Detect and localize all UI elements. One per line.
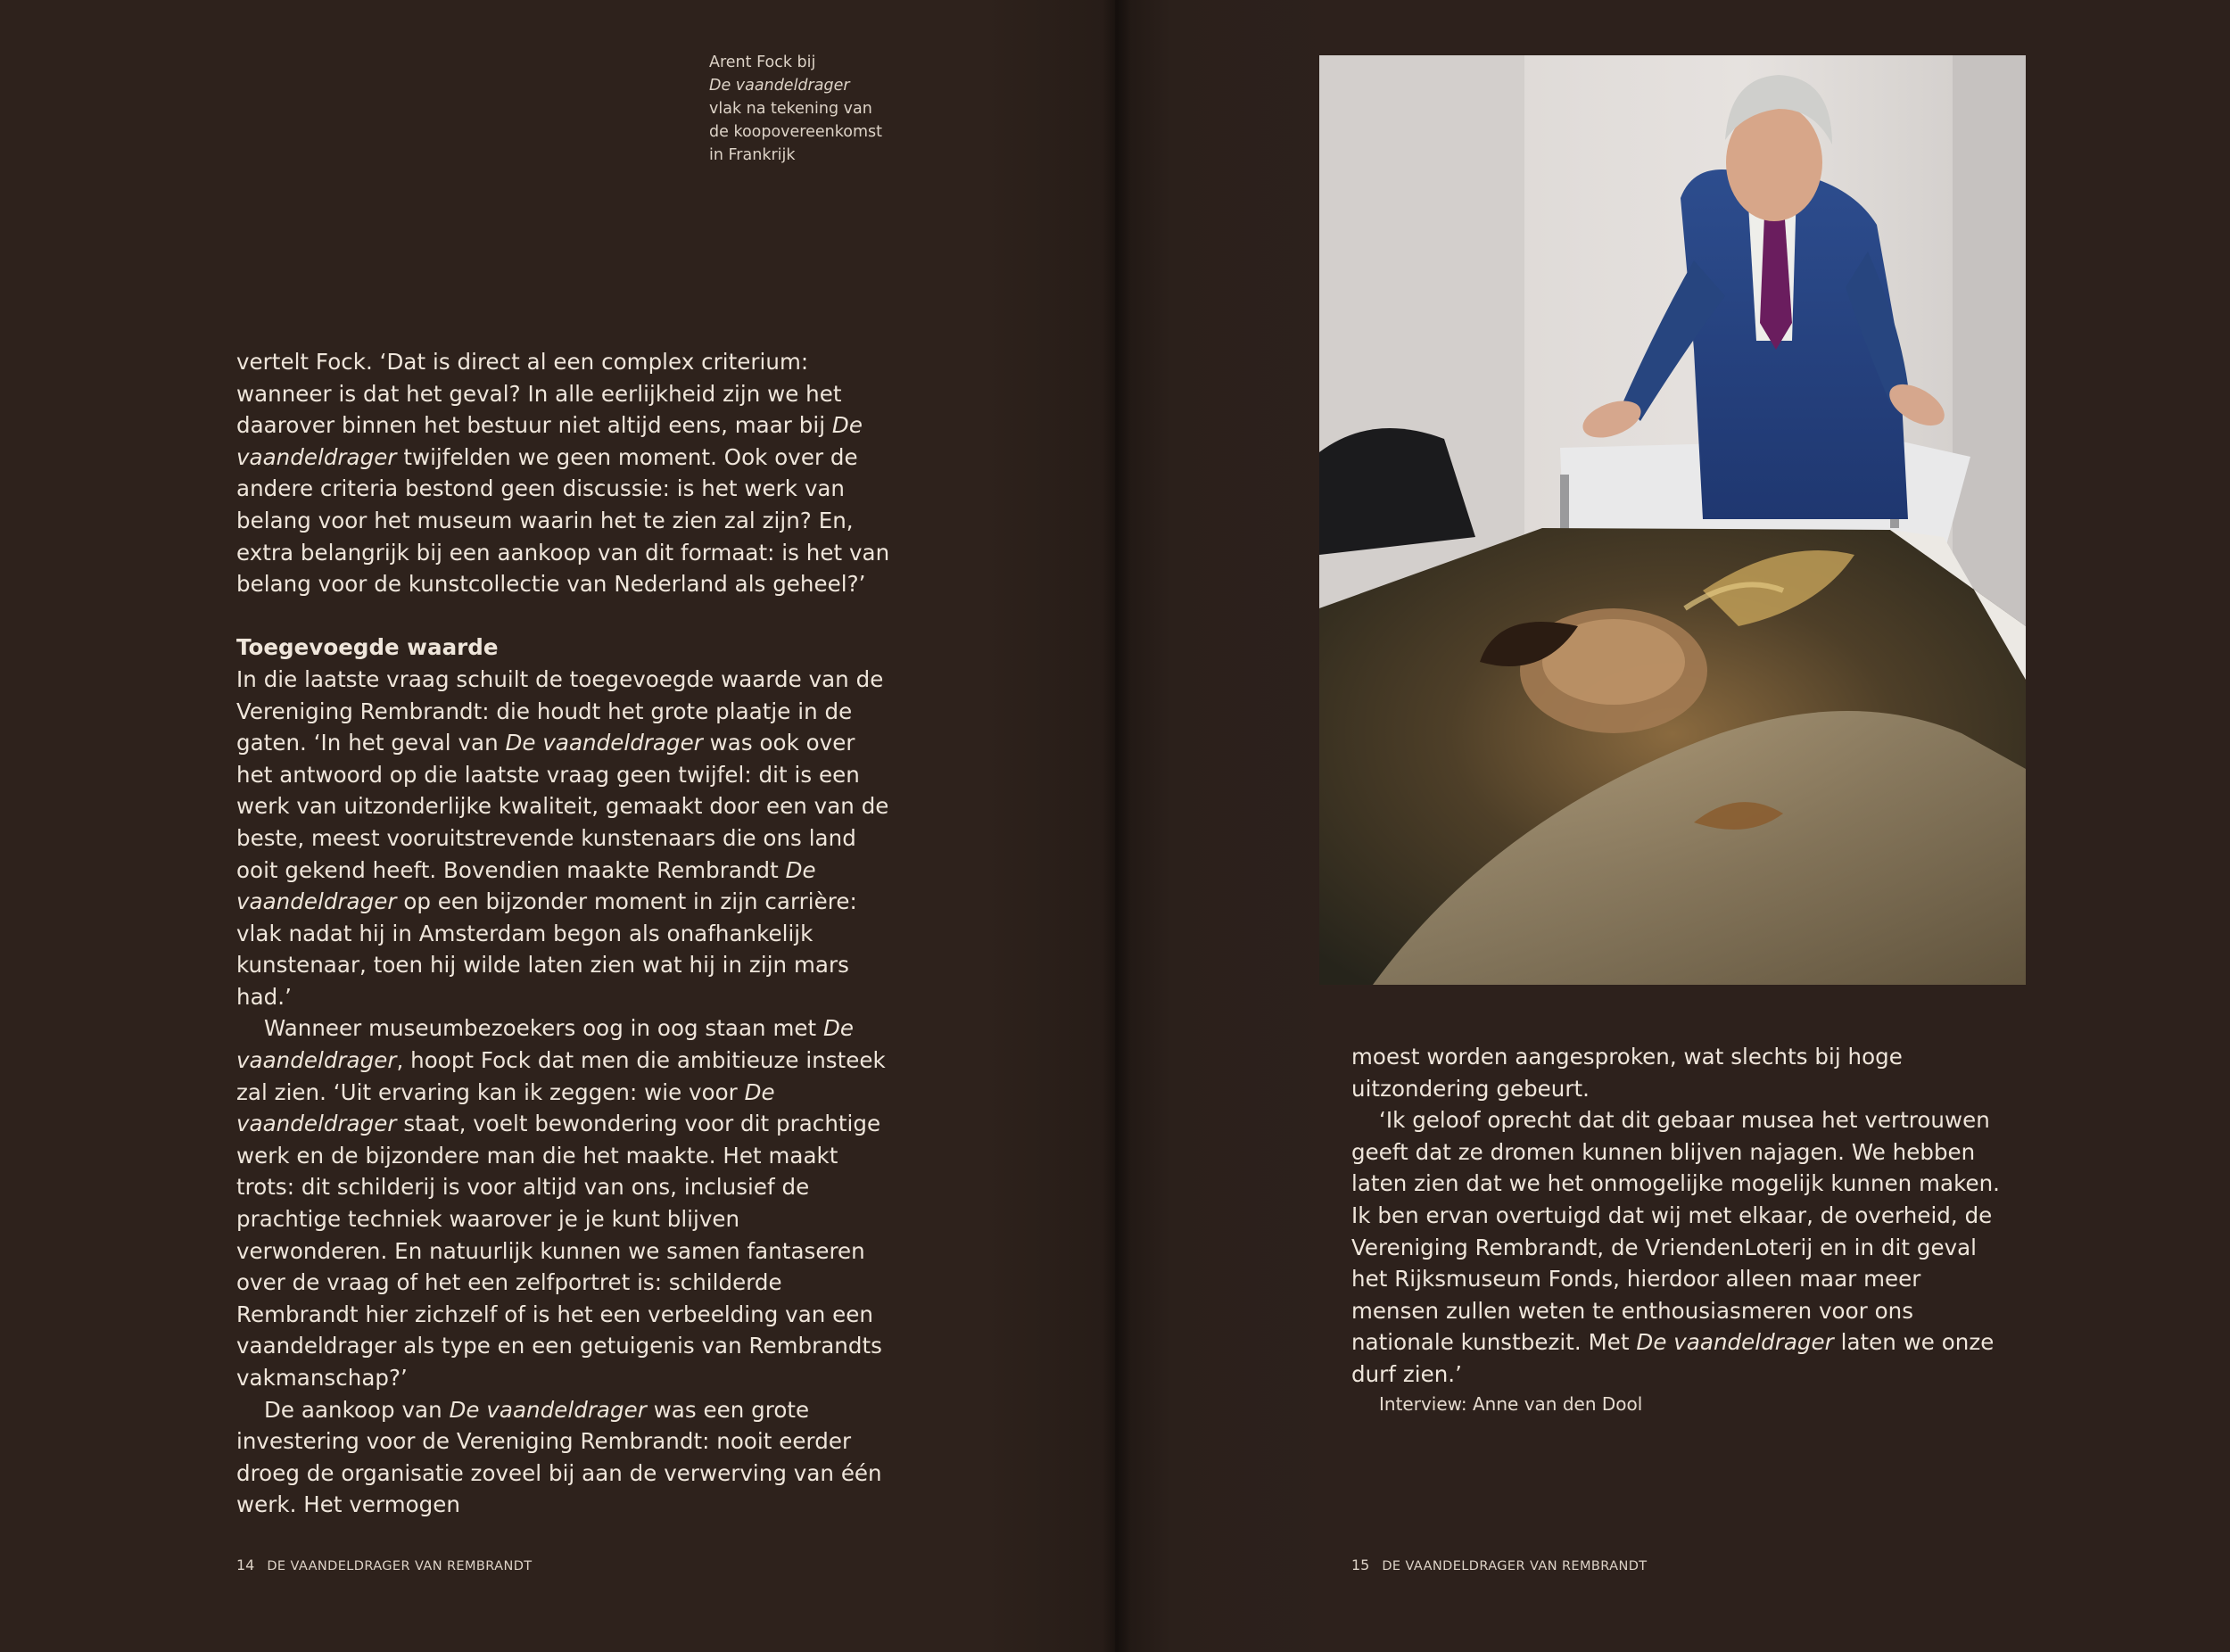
italic-title: De vaandeldrager	[505, 730, 703, 756]
paragraph: vertelt Fock. ‘Dat is direct al een complex criterium: wanneer is dat het geval? In alle eerlijkheid zijn we het daarover binnen het bestuur niet altijd eens, maar bij De vaandeldrager twijfelden we geen moment. Ook over de andere criteria bestond geen discussie: is het werk van belang voor het museum waarin het te zien zal zijn? En, extra belangrijk bij een aankoop van dit formaat: is het van belang voor de kunstcollectie van Nederland als geheel?’	[236, 349, 890, 598]
right-page-footer	[1351, 1557, 1648, 1574]
left-page-footer	[236, 1557, 533, 1574]
italic-title: De vaandeldrager	[236, 1078, 775, 1137]
photo	[1319, 55, 2026, 985]
caption-line: de koopovereenkomst	[709, 123, 882, 141]
running-title: DE VAANDELDRAGER VAN REMBRANDT	[267, 1559, 533, 1574]
right-text-column	[1351, 1041, 2007, 1391]
italic-title: De vaandeldrager	[1636, 1329, 1834, 1356]
left-text-column	[236, 346, 892, 1521]
running-title: DE VAANDELDRAGER VAN REMBRANDT	[1382, 1559, 1648, 1574]
section-heading: Toegevoegde waarde	[236, 634, 499, 661]
italic-title: De vaandeldrager	[236, 856, 816, 915]
page-gutter	[1103, 0, 1131, 1652]
paragraph: Wanneer museumbezoekers oog in oog staan met De vaandeldrager, hoopt Fock dat men die ambitieuze insteek zal zien. ‘Uit ervaring kan ik zeggen: wie voor De vaandeldrager staat, voelt bewondering voor dit prachtige werk en de bijzondere man die het maakte. Het maakt trots: dit schilderij is voor altijd van ons, inclusief de prachtige techniek waarover je je kunt blijven verwonderen. En natuurlijk kunnen we samen fantaseren over de vraag of het een zelfportret is: schilderde Rembrandt hier zichzelf of is het een verbeelding van een vaandeldrager als type en een getuigenis van Rembrandts vakmanschap?’	[236, 1015, 886, 1391]
photo-man-with-painting-icon	[1319, 55, 2026, 985]
photo-caption	[709, 51, 923, 167]
page-number: 14	[236, 1557, 255, 1574]
paragraph: De aankoop van De vaandeldrager was een grote investering voor de Vereniging Rembrandt: nooit eerder droeg de organisatie zoveel bij aan de verwerving van één werk. Het vermogen	[236, 1396, 882, 1518]
italic-title: De vaandeldrager	[236, 412, 863, 470]
caption-line: in Frankrijk	[709, 146, 796, 164]
caption-line: vlak na tekening van	[709, 100, 872, 118]
interview-credit: Interview: Anne van den Dool	[1379, 1393, 1643, 1415]
italic-title: De vaandeldrager	[236, 1015, 855, 1074]
italic-title: De vaandeldrager	[449, 1396, 647, 1423]
paragraph: ‘Ik geloof oprecht dat dit gebaar musea het vertrouwen geeft dat ze dromen kunnen blijven najagen. We hebben laten zien dat we het onmogelijke mogelijk kunnen maken. Ik ben ervan overtuigd dat wij met elkaar, de overheid, de Vereniging Rembrandt, de VriendenLoterij en in dit geval het Rijksmuseum Fonds, hierdoor alleen maar meer mensen zullen weten te enthousiasmeren voor ons nationale kunstbezit. Met De vaandeldrager laten we onze durf zien.’	[1351, 1107, 2000, 1387]
caption-line: Arent Fock bij	[709, 54, 816, 71]
page-number: 15	[1351, 1557, 1370, 1574]
caption-line-title: De vaandeldrager	[709, 77, 850, 95]
paragraph: In die laatste vraag schuilt de toegevoegde waarde van de Vereniging Rembrandt: die houdt het grote plaatje in de gaten. ‘In het geval van De vaandeldrager was ook over het antwoord op die laatste vraag geen twijfel: dit is een werk van uitzonderlijke kwaliteit, gemaakt door een van de beste, meest vooruitstrevende kunstenaars die ons land ooit gekend heeft. Bovendien maakte Rembrandt De vaandeldrager op een bijzonder moment in zijn carrière: vlak nadat hij in Amsterdam begon als onafhankelijk kunstenaar, toen hij wilde laten zien wat hij in zijn mars had.’	[236, 665, 889, 1010]
paragraph: moest worden aangesproken, wat slechts bij hoge uitzondering gebeurt.	[1351, 1044, 1903, 1102]
